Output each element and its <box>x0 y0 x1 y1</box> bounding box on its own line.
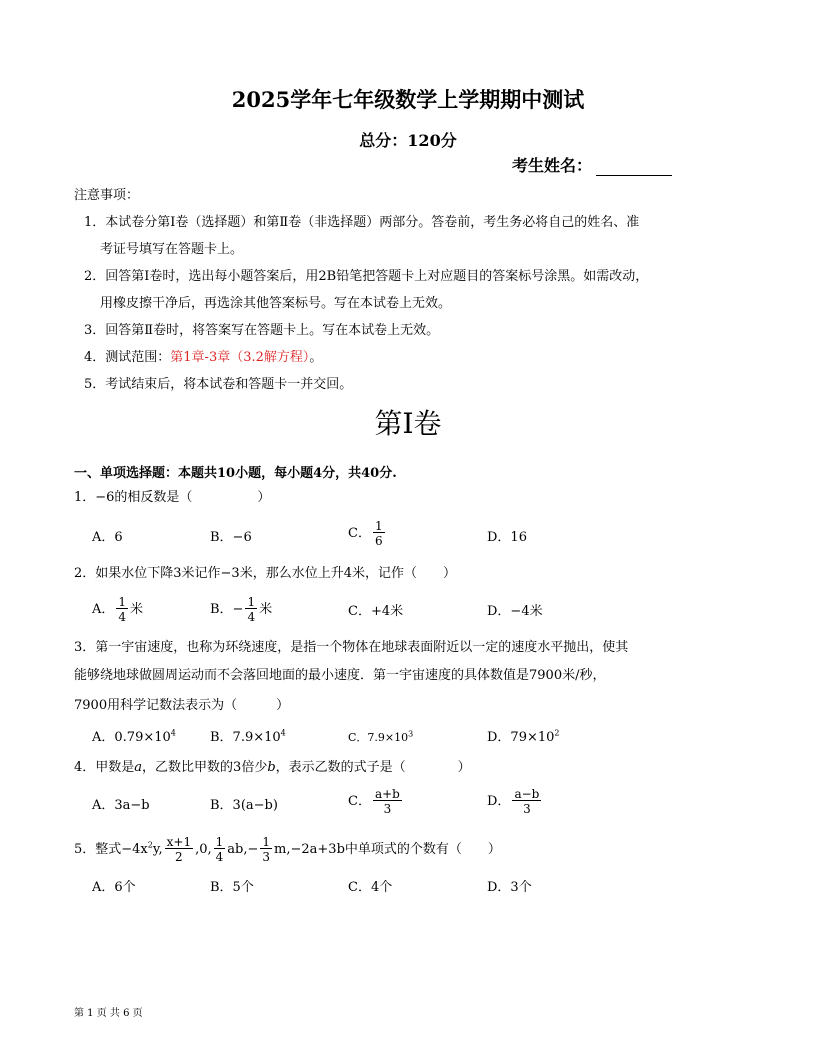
denominator: 6 <box>374 534 383 548</box>
exam-title: 2025学年七年级数学上学期期中测试 <box>231 87 585 112</box>
name-blank-line <box>596 159 672 176</box>
denominator: 4 <box>215 850 224 864</box>
stem-suffix: ，表示乙数的式子是（ ） <box>275 760 471 775</box>
exponent: 4 <box>170 728 176 738</box>
q4-option-d-fraction <box>512 788 541 815</box>
numerator: a−b <box>514 787 540 801</box>
unit: 米 <box>130 602 144 617</box>
stem-mid: ，乙数比甲数的3倍少 <box>142 760 268 775</box>
numerator: 1 <box>118 595 127 609</box>
notice-item-4 <box>84 348 322 368</box>
base: D．79×10 <box>487 730 555 745</box>
q2-option-c: C．+4米 <box>348 604 404 619</box>
notice-item-2-line-2: 用橡皮擦干净后，再选涂其他答案标号。写在本试卷上无效。 <box>100 296 452 311</box>
page-footer: 第 1 页 共 6 页 <box>74 1008 143 1019</box>
section-heading: 一、单项选择题：本题共10小题，每小题4分，共40分. <box>74 466 397 481</box>
notice-item-1-line-1: 1．本试卷分第Ⅰ卷（选择题）和第Ⅱ卷（非选择题）两部分。答卷前，考生务必将自己的姓名、准 <box>84 215 640 230</box>
volume-title: 第Ⅰ卷 <box>374 407 442 440</box>
q1-option-c <box>348 520 387 547</box>
q3-option-b <box>210 728 286 748</box>
q3-option-a <box>92 728 176 748</box>
denominator: 3 <box>262 850 271 864</box>
numerator: 1 <box>215 835 224 849</box>
notice-item-5: 5．考试结束后，将本试卷和答题卡一并交回。 <box>84 377 353 392</box>
numerator: 1 <box>374 519 383 533</box>
numerator: x+1 <box>166 835 192 849</box>
question-3-line-3: 7900用科学记数法表示为（ ） <box>74 698 290 713</box>
stem-zero: ,0, <box>195 842 212 857</box>
test-range: 第1章-3章（3.2解方程） <box>170 350 310 365</box>
notice-item-3: 3．回答第Ⅱ卷时，将答案写在答题卡上。写在本试卷上无效。 <box>84 323 440 338</box>
denominator: 3 <box>383 802 392 816</box>
stem-prefix: 4．甲数是 <box>74 760 135 775</box>
stem-y: y, <box>152 842 163 857</box>
notice-item-1-line-2: 考证号填写在答题卡上。 <box>100 242 244 257</box>
question-3-line-1: 3．第一宇宙速度，也称为环绕速度，是指一个物体在地球表面附近以一定的速度水平抛出，使其 <box>74 640 629 655</box>
unit: 米 <box>259 602 273 617</box>
exponent: 2 <box>147 840 153 850</box>
question-5-stem <box>74 836 501 863</box>
q1-option-c-fraction <box>373 520 385 547</box>
question-2-stem: 2．如果水位下降3米记作−3米，那么水位上升4米，记作（ ） <box>74 566 456 581</box>
q2-option-b <box>210 596 272 623</box>
denominator: 4 <box>118 610 127 624</box>
student-name-field <box>512 153 672 176</box>
numerator: 1 <box>247 595 256 609</box>
stem-ab: ab,− <box>227 842 259 857</box>
student-name-label: 考生姓名： <box>512 156 593 175</box>
exponent: 4 <box>280 728 286 738</box>
q3-option-c <box>348 728 413 748</box>
notice-item-4-suffix: 。 <box>309 350 323 365</box>
q1-option-d: D．16 <box>487 530 527 545</box>
exponent: 3 <box>408 729 414 739</box>
q4-option-c-fraction <box>373 788 402 815</box>
q4-option-c <box>348 788 404 815</box>
q5-option-a: A．6个 <box>92 880 136 895</box>
q4-option-c-prefix: C． <box>348 794 371 809</box>
q2-option-a <box>92 596 143 623</box>
numerator: a+b <box>374 787 400 801</box>
fraction-x-plus-1 <box>165 836 193 863</box>
q3-option-d <box>487 728 560 748</box>
q2-option-a-fraction <box>116 596 128 623</box>
q5-option-c: C．4个 <box>348 880 393 895</box>
stem-tail: m,−2a+3b中单项式的个数有（ ） <box>274 842 501 857</box>
denominator: 3 <box>523 802 531 816</box>
fraction-one-third <box>260 836 272 863</box>
notice-item-4-prefix: 4．测试范围： <box>84 350 171 365</box>
question-4-stem <box>74 758 471 778</box>
q1-option-c-prefix: C． <box>348 526 371 541</box>
q5-option-b: B．5个 <box>210 880 254 895</box>
q2-option-a-prefix: A． <box>92 602 115 617</box>
q5-option-d: D．3个 <box>487 880 532 895</box>
notice-heading: 注意事项： <box>74 188 140 203</box>
q2-option-b-prefix: B．− <box>210 602 244 617</box>
q2-option-d: D．−4米 <box>487 604 543 619</box>
exponent: 2 <box>554 728 560 738</box>
q4-option-a: A．3a−b <box>92 798 150 813</box>
notice-item-2-line-1: 2．回答第Ⅰ卷时，选出每小题答案后，用2B铅笔把答题卡上对应题目的答案标号涂黑。如需改动， <box>84 269 649 284</box>
denominator: 2 <box>175 850 183 864</box>
q4-option-d <box>487 788 543 815</box>
numerator: 1 <box>262 835 271 849</box>
var-a: a <box>134 760 143 775</box>
base: A．0.79×10 <box>92 730 171 745</box>
stem-prefix: 5．整式−4x <box>74 842 148 857</box>
q4-option-d-prefix: D． <box>487 794 511 809</box>
q4-option-b: B．3(a−b) <box>210 798 278 813</box>
var-b: b <box>267 760 276 775</box>
q1-option-b: B．−6 <box>210 530 252 545</box>
question-1-stem: 1．−6的相反数是（ ） <box>74 490 271 505</box>
denominator: 4 <box>247 610 256 624</box>
question-3-line-2: 能够绕地球做圆周运动而不会落回地面的最小速度．第一宇宙速度的具体数值是7900米/秒， <box>74 668 606 683</box>
total-score: 总分：120分 <box>359 131 457 150</box>
base: C．7.9×10 <box>348 731 409 744</box>
q2-option-b-fraction <box>245 596 257 623</box>
fraction-one-quarter <box>214 836 226 863</box>
q1-option-a: A．6 <box>92 530 123 545</box>
base: B．7.9×10 <box>210 730 281 745</box>
